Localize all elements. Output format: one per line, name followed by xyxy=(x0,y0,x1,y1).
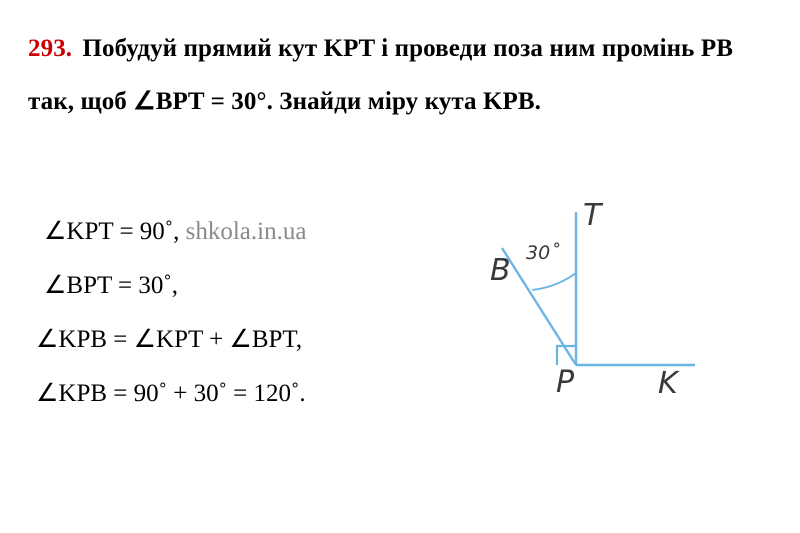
watermark-text: shkola.in.ua xyxy=(185,218,307,245)
solution-equation: ∠KPB = ∠KPT + ∠BPT, xyxy=(36,326,303,353)
ray-PB xyxy=(502,248,576,365)
geometry-figure xyxy=(480,190,780,430)
label-angle-30 xyxy=(526,242,560,264)
solution-equation: ∠BPT = 30˚, xyxy=(44,272,178,299)
solution-line-1 xyxy=(36,205,496,259)
solution-block xyxy=(36,205,496,421)
problem-text: Побудуй прямий кут KPT і проведи поза ним промінь PB так, щоб ∠BPT = 30°. Знайди міру кута KPB. xyxy=(28,35,733,115)
label-K: K xyxy=(658,366,678,401)
label-T: T xyxy=(583,198,602,233)
label-B: B xyxy=(490,253,511,288)
solution-equation: ∠KPT = 90˚, xyxy=(44,218,180,245)
angle-value: 30 xyxy=(526,242,551,264)
problem-number: 293. xyxy=(28,35,73,62)
solution-line-3 xyxy=(36,313,496,367)
solution-equation: ∠KPB = 90˚ + 30˚ = 120˚. xyxy=(36,380,306,407)
figure-drawing xyxy=(480,190,780,430)
label-P: P xyxy=(556,365,575,400)
degree-symbol: ˚ xyxy=(550,242,560,264)
solution-line-2 xyxy=(36,259,496,313)
angle-arc-30 xyxy=(532,273,576,290)
problem-statement xyxy=(28,22,758,128)
solution-line-4 xyxy=(36,367,496,421)
